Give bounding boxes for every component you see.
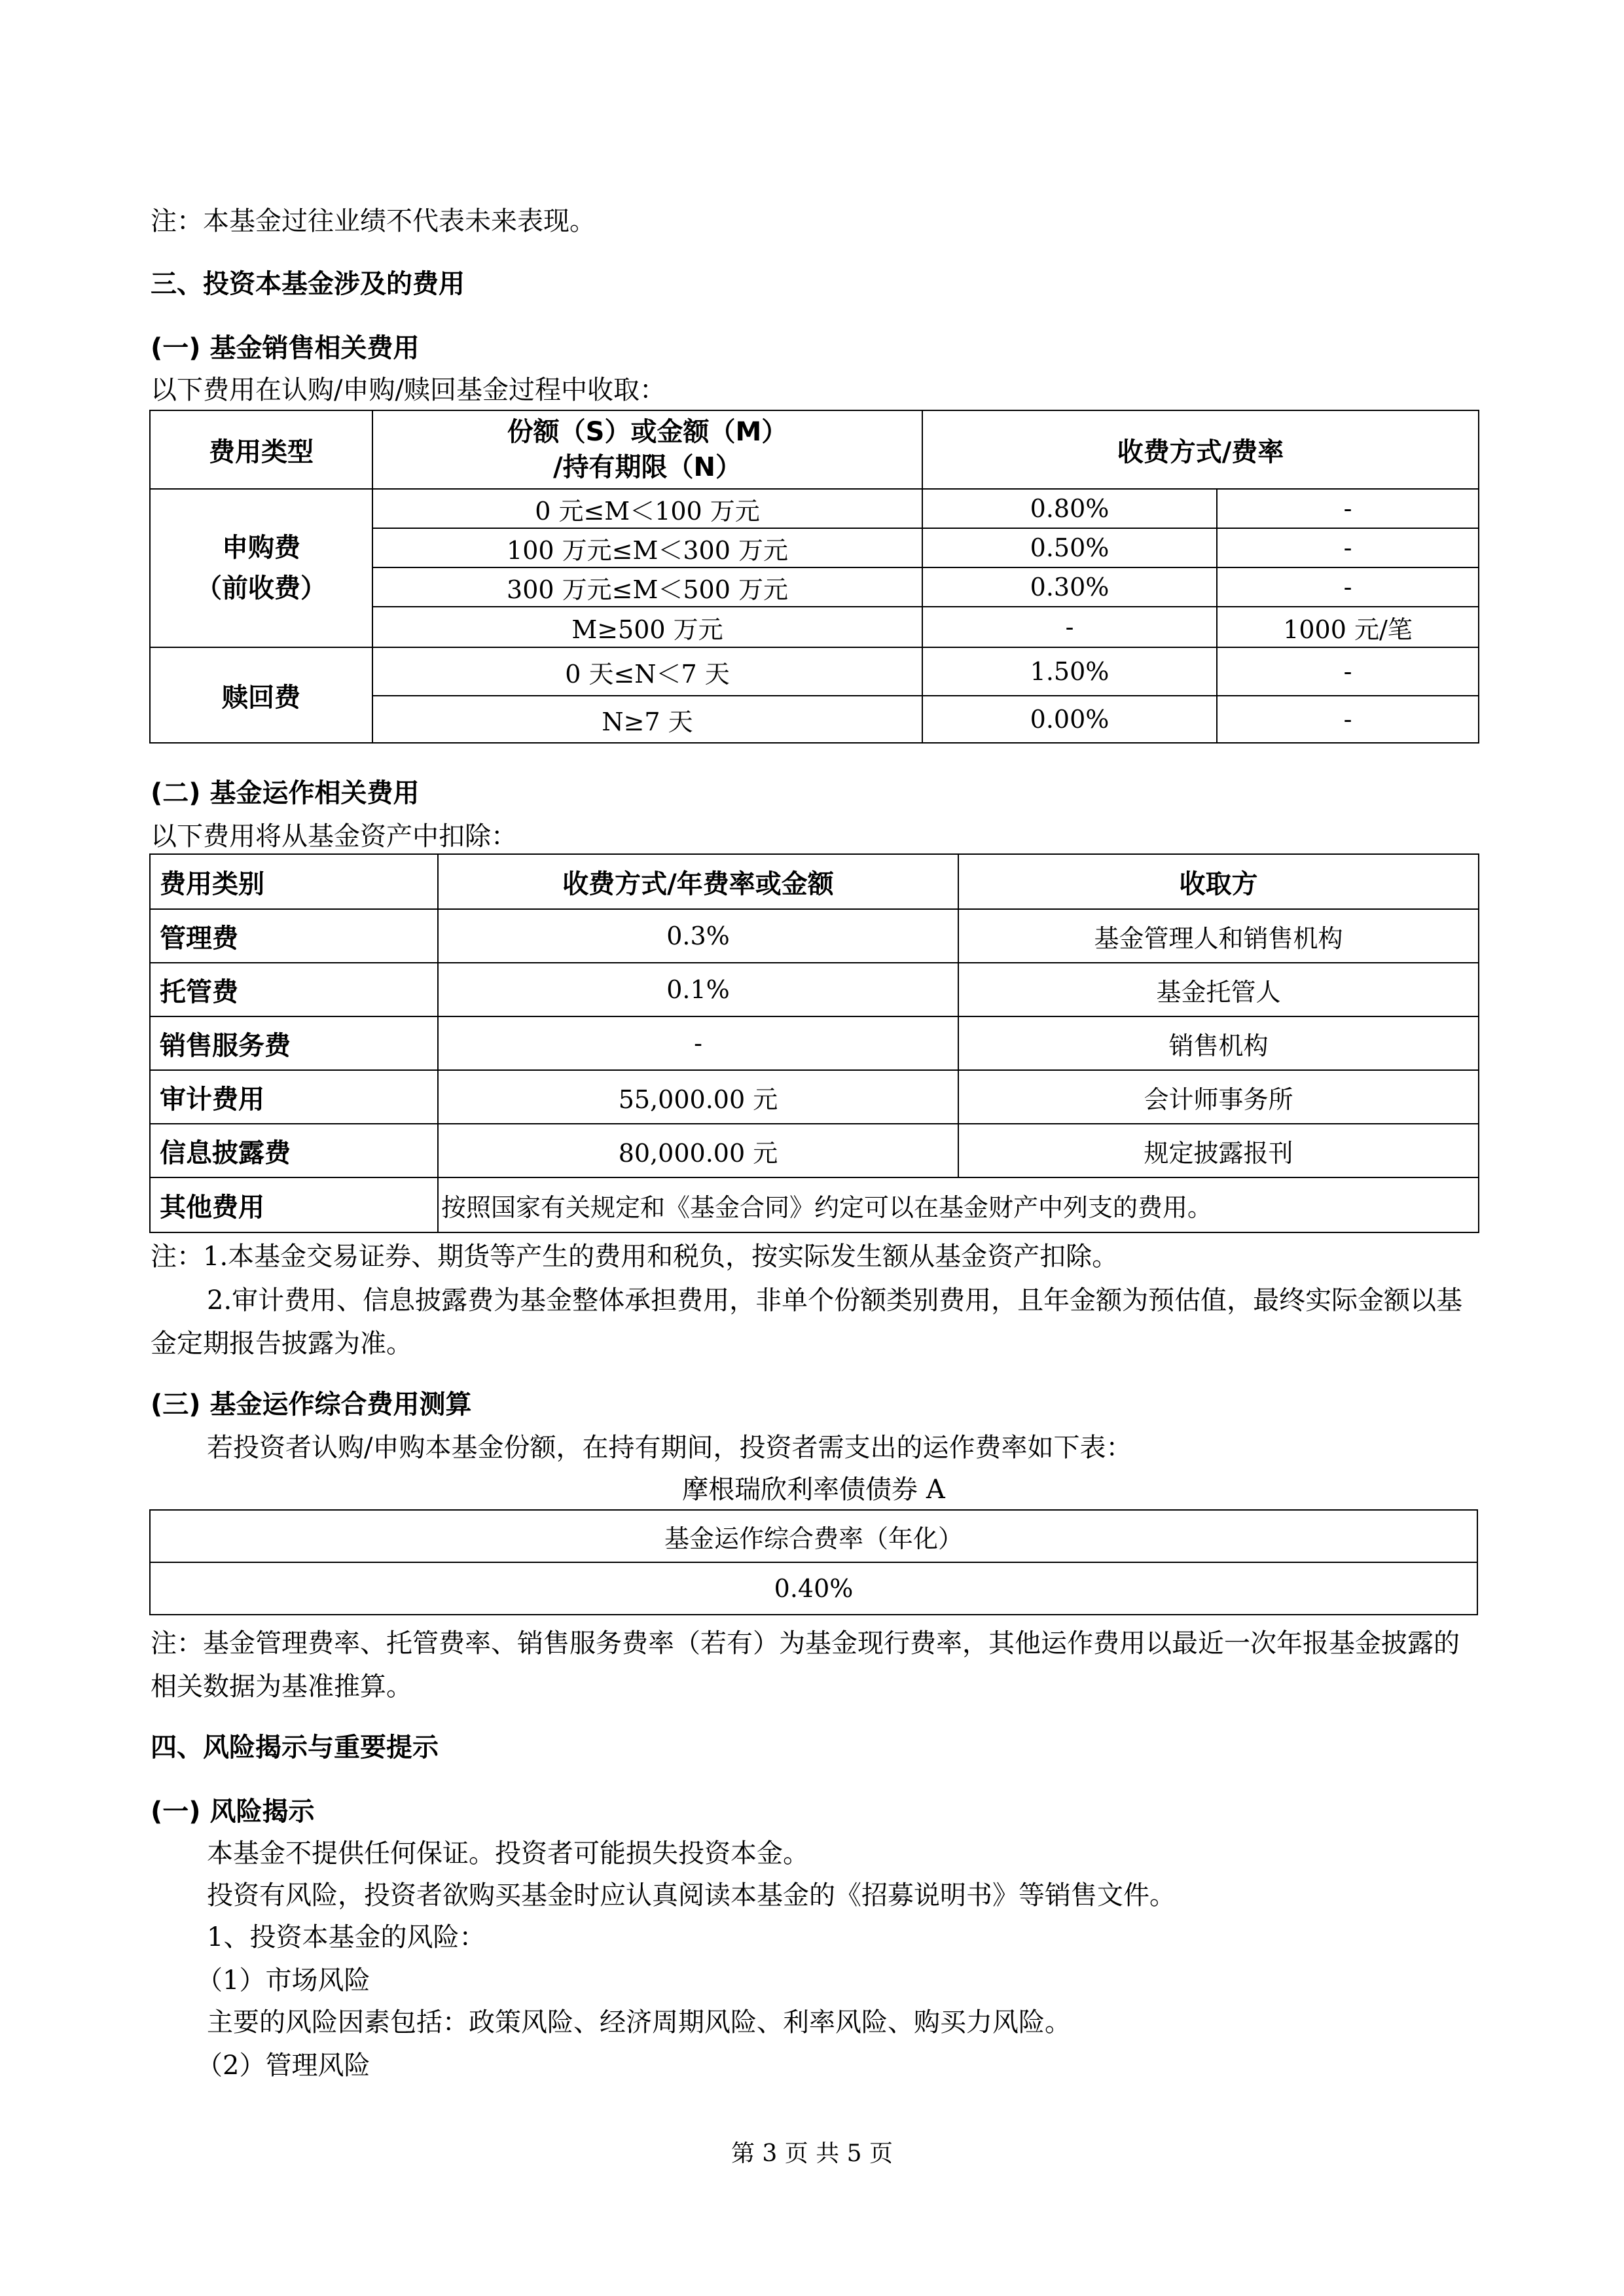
comprehensive-fee-note: 注：基金管理费率、托管费率、销售服务费率（若有）为基金现行费率，其他运作费用以最近一次年报基金披露的相关数据为基准推算。 (151, 1628, 1460, 1702)
category-cell: 销售服务费 (150, 1016, 438, 1070)
operation-fee-table (149, 853, 1479, 1233)
header-category: 费用类别 (150, 854, 438, 909)
header-method: 收费方式/年费率或金额 (438, 854, 958, 909)
header-range-line2: /持有期限（N） (552, 452, 742, 482)
sales-fee-table (149, 410, 1479, 744)
method-cell: - (438, 1016, 958, 1070)
sales-fee-desc: 以下费用在认购/申购/赎回基金过程中收取： (151, 375, 666, 405)
sub-2-title: (二) 基金运作相关费用 (151, 778, 420, 808)
fixed-fee-cell: - (1217, 647, 1479, 696)
comprehensive-rate-header: 基金运作综合费率（年化） (150, 1510, 1477, 1562)
rate-cell: 0.50% (922, 528, 1217, 567)
sub-1-title: (一) 基金销售相关费用 (151, 333, 420, 363)
table-row (150, 1124, 1479, 1177)
fixed-fee-cell: - (1217, 489, 1479, 528)
range-cell: 100 万元≤M＜300 万元 (372, 528, 922, 567)
comprehensive-fee-desc: 若投资者认购/申购本基金份额，在持有期间，投资者需支出的运作费率如下表： (207, 1433, 1132, 1463)
rate-cell: 1.50% (922, 647, 1217, 696)
rate-cell: - (922, 607, 1217, 647)
operation-note-2: 2.审计费用、信息披露费为基金整体承担费用，非单个份额类别费用，且年金额为预估值，最终实际金额以基金定期报告披露为准。 (151, 1285, 1463, 1359)
fixed-fee-cell: - (1217, 696, 1479, 743)
category-cell: 其他费用 (150, 1177, 438, 1232)
table-row (150, 1562, 1477, 1615)
range-cell: 0 元≤M＜100 万元 (372, 489, 922, 528)
redemption-fee-label: 赎回费 (150, 647, 372, 743)
range-cell: M≥500 万元 (372, 607, 922, 647)
header-method: 收费方式/费率 (922, 410, 1479, 489)
method-cell: 0.3% (438, 909, 958, 963)
other-fee-text: 按照国家有关规定和《基金合同》约定可以在基金财产中列支的费用。 (438, 1177, 1479, 1232)
table-row (150, 1177, 1479, 1232)
table-row (150, 489, 1479, 528)
subscription-fee-note: （前收费） (196, 573, 327, 603)
category-cell: 信息披露费 (150, 1124, 438, 1177)
comprehensive-rate-value: 0.40% (150, 1562, 1477, 1615)
fund-name: 摩根瑞欣利率债债券 A (682, 1475, 945, 1505)
table-row (150, 1070, 1479, 1124)
table-row (150, 647, 1479, 696)
page-footer: 第 3 页 共 5 页 (731, 2140, 893, 2167)
range-cell: N≥7 天 (372, 696, 922, 743)
risk-line-1: 本基金不提供任何保证。投资者可能损失投资本金。 (207, 1839, 809, 1869)
payee-cell: 销售机构 (958, 1016, 1479, 1070)
section-3-title: 三、投资本基金涉及的费用 (151, 269, 465, 299)
table-header-row (150, 410, 1479, 489)
rate-cell: 0.00% (922, 696, 1217, 743)
table-row (150, 963, 1479, 1016)
payee-cell: 规定披露报刊 (958, 1124, 1479, 1177)
market-risk-desc: 主要的风险因素包括：政策风险、经济周期风险、利率风险、购买力风险。 (207, 2007, 1071, 2037)
range-cell: 0 天≤N＜7 天 (372, 647, 922, 696)
section-4-title: 四、风险揭示与重要提示 (151, 1732, 439, 1763)
table-row (150, 1016, 1479, 1070)
payee-cell: 基金托管人 (958, 963, 1479, 1016)
management-risk-heading: （2）管理风险 (196, 2051, 370, 2081)
fixed-fee-cell: 1000 元/笔 (1217, 607, 1479, 647)
rate-cell: 0.80% (922, 489, 1217, 528)
risk-line-3: 1、投资本基金的风险： (207, 1922, 486, 1952)
subscription-fee-name: 申购费 (222, 533, 300, 563)
category-cell: 审计费用 (150, 1070, 438, 1124)
header-range-line1: 份额（S）或金额（M） (507, 417, 788, 447)
table-header-row (150, 1510, 1477, 1562)
method-cell: 80,000.00 元 (438, 1124, 958, 1177)
payee-cell: 基金管理人和销售机构 (958, 909, 1479, 963)
market-risk-heading: （1）市场风险 (196, 1965, 370, 1996)
category-cell: 管理费 (150, 909, 438, 963)
past-performance-note: 注：本基金过往业绩不代表未来表现。 (151, 206, 596, 236)
sub-3-title: (三) 基金运作综合费用测算 (151, 1390, 472, 1420)
table-header-row (150, 854, 1479, 909)
risk-line-2: 投资有风险，投资者欲购买基金时应认真阅读本基金的《招募说明书》等销售文件。 (207, 1880, 1176, 1910)
subscription-fee-label (150, 489, 372, 647)
range-cell: 300 万元≤M＜500 万元 (372, 567, 922, 607)
fixed-fee-cell: - (1217, 528, 1479, 567)
risk-sub-1-title: (一) 风险揭示 (151, 1797, 315, 1827)
operation-fee-desc: 以下费用将从基金资产中扣除： (151, 821, 517, 852)
payee-cell: 会计师事务所 (958, 1070, 1479, 1124)
operation-note-1: 注：1.本基金交易证券、期货等产生的费用和税负，按实际发生额从基金资产扣除。 (151, 1242, 1119, 1272)
comprehensive-fee-table (149, 1509, 1478, 1615)
rate-cell: 0.30% (922, 567, 1217, 607)
header-range (372, 410, 922, 489)
method-cell: 55,000.00 元 (438, 1070, 958, 1124)
header-payee: 收取方 (958, 854, 1479, 909)
header-fee-type: 费用类型 (150, 410, 372, 489)
method-cell: 0.1% (438, 963, 958, 1016)
category-cell: 托管费 (150, 963, 438, 1016)
fixed-fee-cell: - (1217, 567, 1479, 607)
table-row (150, 909, 1479, 963)
